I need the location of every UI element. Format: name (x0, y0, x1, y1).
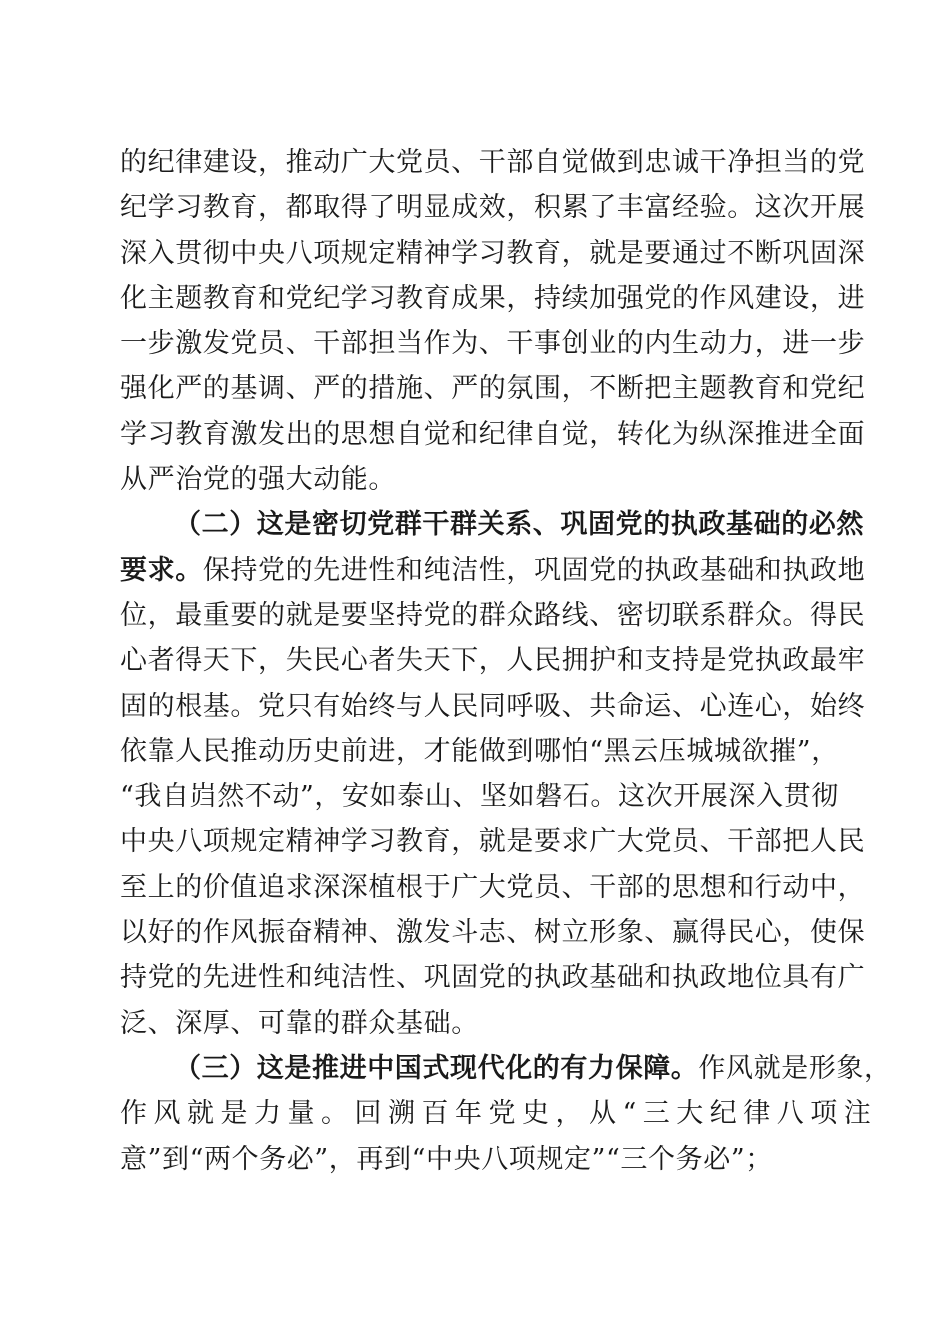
text-line: 的纪律建设，推动广大党员、干部自觉做到忠诚干净担当的党 (120, 147, 866, 178)
section-heading-line (120, 502, 864, 547)
text-line: 泛、深厚、可靠的群众基础。 (120, 1007, 479, 1039)
text-line: 至上的价值追求深深植根于广大党员、干部的思想和行动中， (120, 871, 866, 903)
text-line: 心者得天下，失民心者失天下，人民拥护和支持是党执政最牢 (120, 645, 866, 677)
section-heading-line (120, 1046, 892, 1091)
text-line (120, 548, 866, 593)
body-text (120, 140, 892, 1182)
text-line: “我自岿然不动”，安如泰山、坚如磐石。这次开展深入贯彻 (120, 781, 839, 813)
text-line: 纪学习教育，都取得了明显成效，积累了丰富经验。这次开展 (120, 192, 866, 224)
text-line: 中央八项规定精神学习教育，就是要求广大党员、干部把人民 (120, 826, 866, 858)
text-fragment: 作风就是形象， (698, 1052, 892, 1084)
text-line: 位，最重要的就是要坚持党的群众路线、密切联系群众。得民 (120, 599, 866, 631)
text-line: 一步激发党员、干部担当作为、干事创业的内生动力，进一步 (120, 328, 866, 360)
text-line: 从严治党的强大动能。 (120, 464, 396, 496)
text-line: 深入贯彻中央八项规定精神学习教育，就是要通过不断巩固深 (120, 237, 866, 269)
text-line: 作风就是力量。回溯百年党史，从“三大纪律八项注 (120, 1098, 878, 1130)
text-line: 强化严的基调、严的措施、严的氛围，不断把主题教育和党纪 (120, 373, 866, 405)
section-heading-2-cont: 要求。 (120, 554, 203, 586)
section-heading-2: （二）这是密切党群干群关系、巩固党的执政基础的必然 (174, 509, 864, 541)
section-heading-3: （三）这是推进中国式现代化的有力保障。 (174, 1052, 699, 1084)
text-line: 以好的作风振奋精神、激发斗志、树立形象、赢得民心，使保 (120, 917, 866, 949)
text-line: 意”到“两个务必”，再到“中央八项规定”“三个务必”； (120, 1143, 773, 1175)
text-line: 依靠人民推动历史前进，才能做到哪怕“黑云压城城欲摧”， (120, 735, 839, 767)
text-line: 持党的先进性和纯洁性、巩固党的执政基础和执政地位具有广 (120, 962, 866, 994)
text-line: 学习教育激发出的思想自觉和纪律自觉，转化为纵深推进全面 (120, 418, 866, 450)
text-line: 化主题教育和党纪学习教育成果，持续加强党的作风建设，进 (120, 282, 866, 314)
text-line: 固的根基。党只有始终与人民同呼吸、共命运、心连心，始终 (120, 690, 866, 722)
text-fragment: 保持党的先进性和纯洁性，巩固党的执政基础和执政地 (202, 554, 866, 586)
